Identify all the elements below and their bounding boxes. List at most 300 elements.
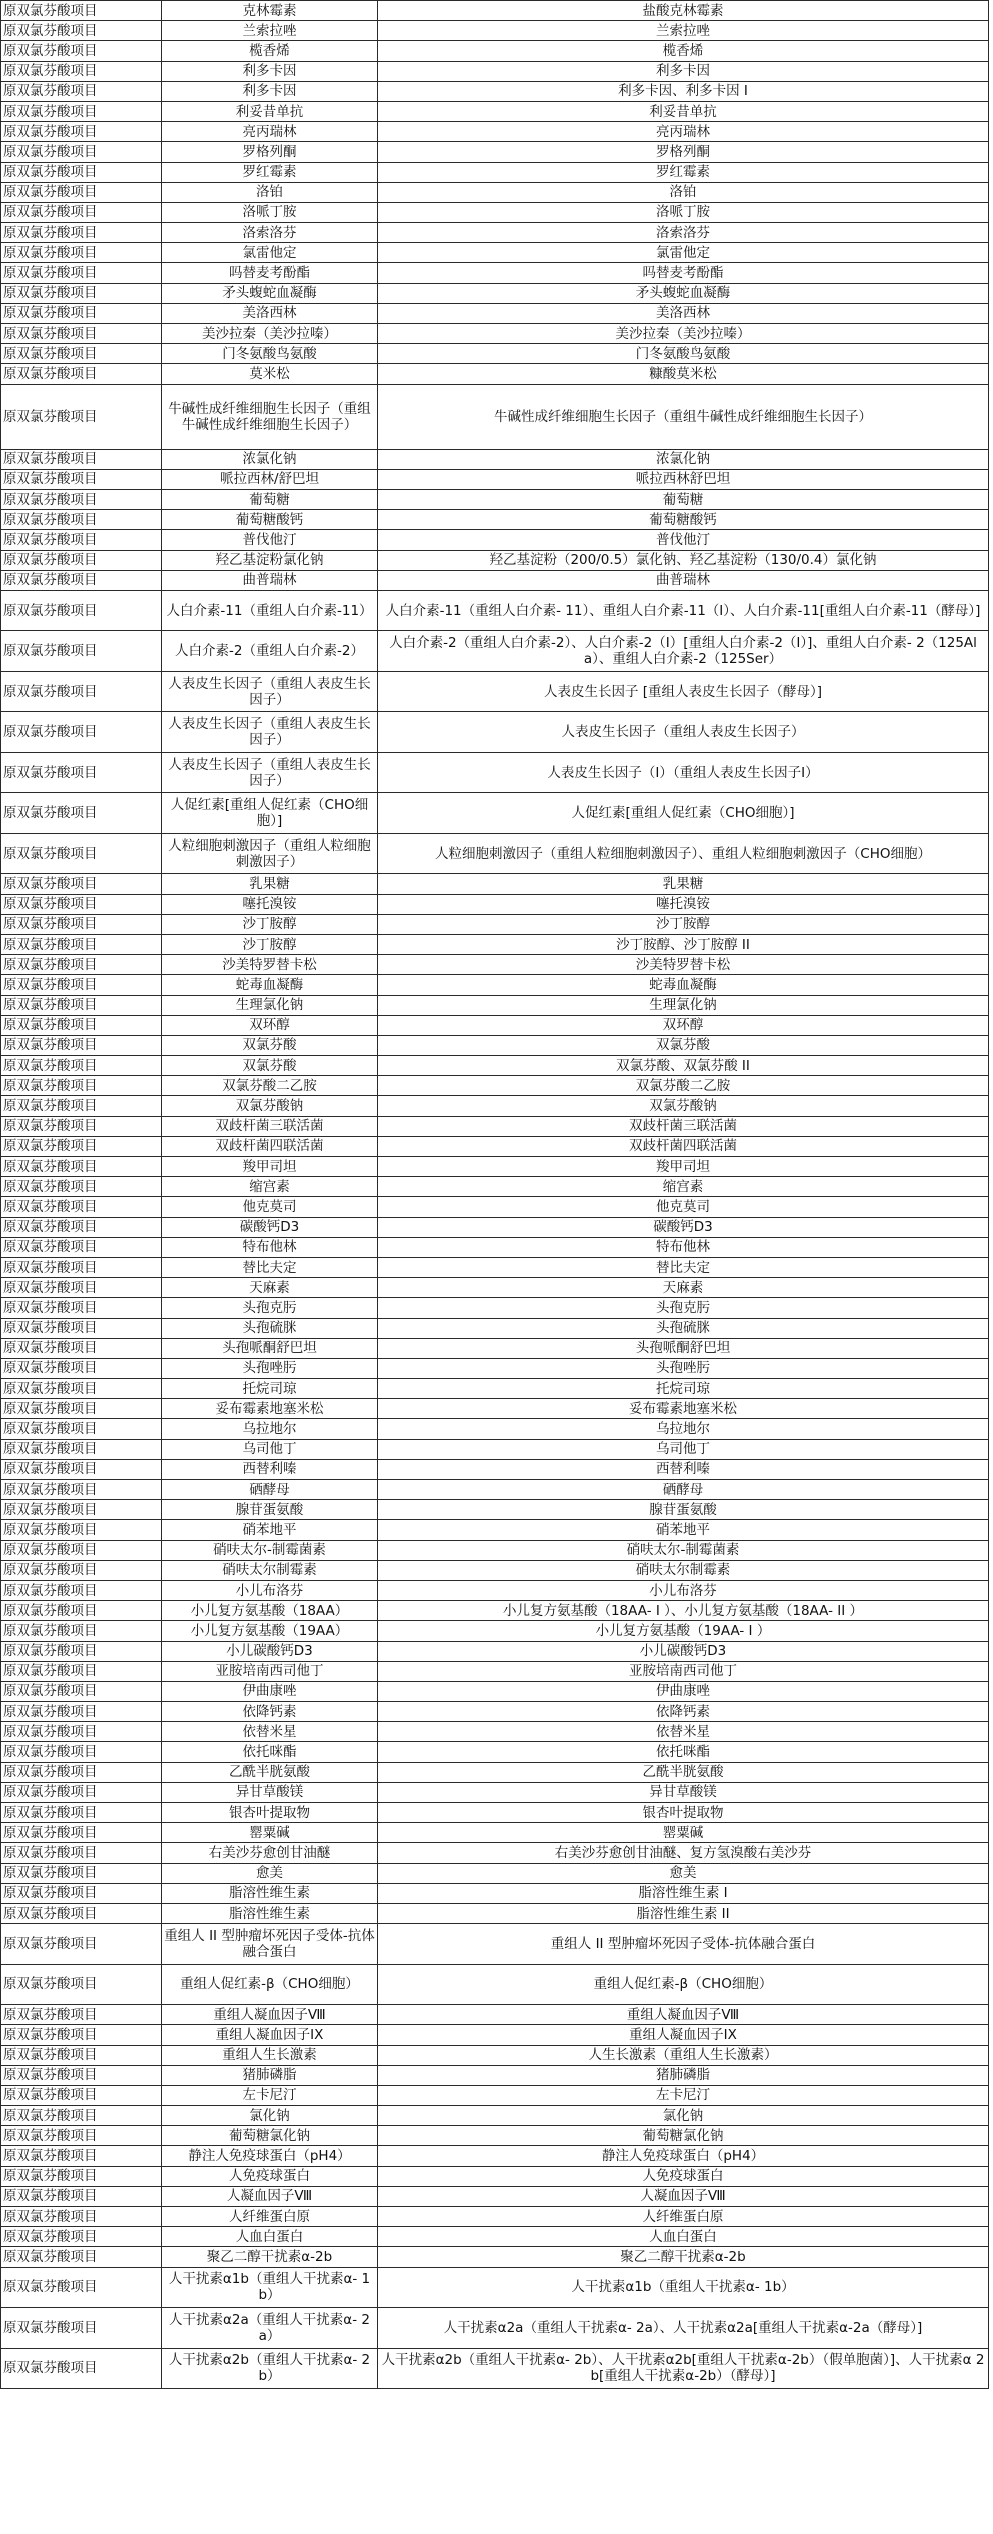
detail-name-cell: 硒酵母 — [378, 1480, 989, 1500]
category-cell: 原双氯芬酸项目 — [1, 1601, 162, 1621]
generic-name-cell: 罂粟碱 — [162, 1823, 378, 1843]
table-row — [1, 1399, 989, 1419]
detail-name-cell: 人白介素-2（重组人白介素-2）、人白介素-2（I）[重组人白介素-2（I）]、重组人白介素- 2（125Ala）、重组人白介素-2（125Ser） — [378, 631, 989, 672]
table-row — [1, 1621, 989, 1641]
category-cell: 原双氯芬酸项目 — [1, 1661, 162, 1681]
detail-name-cell: 腺苷蛋氨酸 — [378, 1500, 989, 1520]
detail-name-cell: 人免疫球蛋白 — [378, 2166, 989, 2186]
detail-name-cell: 人纤维蛋白原 — [378, 2207, 989, 2227]
generic-name-cell: 曲普瑞林 — [162, 570, 378, 590]
detail-name-cell: 亮丙瑞林 — [378, 122, 989, 142]
detail-name-cell: 银杏叶提取物 — [378, 1803, 989, 1823]
table-row — [1, 41, 989, 61]
category-cell: 原双氯芬酸项目 — [1, 1379, 162, 1399]
generic-name-cell: 硝苯地平 — [162, 1520, 378, 1540]
detail-name-cell: 人凝血因子Ⅷ — [378, 2186, 989, 2206]
category-cell: 原双氯芬酸项目 — [1, 1177, 162, 1197]
category-cell: 原双氯芬酸项目 — [1, 1520, 162, 1540]
category-cell: 原双氯芬酸项目 — [1, 1863, 162, 1883]
generic-name-cell: 右美沙芬愈创甘油醚 — [162, 1843, 378, 1863]
table-row — [1, 1924, 989, 1965]
table-row — [1, 712, 989, 753]
table-row — [1, 631, 989, 672]
table-row — [1, 2207, 989, 2227]
table-row — [1, 122, 989, 142]
table-row — [1, 1177, 989, 1197]
generic-name-cell: 依替米星 — [162, 1722, 378, 1742]
table-row — [1, 283, 989, 303]
table-row — [1, 1257, 989, 1277]
generic-name-cell: 兰索拉唑 — [162, 21, 378, 41]
generic-name-cell: 双氯芬酸二乙胺 — [162, 1076, 378, 1096]
generic-name-cell: 头孢哌酮舒巴坦 — [162, 1338, 378, 1358]
generic-name-cell: 替比夫定 — [162, 1257, 378, 1277]
detail-name-cell: 双氯芬酸 — [378, 1035, 989, 1055]
generic-name-cell: 乌司他丁 — [162, 1439, 378, 1459]
table-row — [1, 752, 989, 793]
table-row — [1, 469, 989, 489]
generic-name-cell: 依降钙素 — [162, 1702, 378, 1722]
detail-name-cell: 葡萄糖氯化钠 — [378, 2126, 989, 2146]
table-row — [1, 243, 989, 263]
detail-name-cell: 利妥昔单抗 — [378, 101, 989, 121]
category-cell: 原双氯芬酸项目 — [1, 1157, 162, 1177]
table-row — [1, 1379, 989, 1399]
detail-name-cell: 美沙拉秦（美沙拉嗪） — [378, 324, 989, 344]
detail-name-cell: 依替米星 — [378, 1722, 989, 1742]
category-cell: 原双氯芬酸项目 — [1, 182, 162, 202]
table-row — [1, 1903, 989, 1923]
detail-name-cell: 依托咪酯 — [378, 1742, 989, 1762]
table-row — [1, 934, 989, 954]
detail-name-cell: 氯化钠 — [378, 2106, 989, 2126]
detail-name-cell: 乌拉地尔 — [378, 1419, 989, 1439]
category-cell: 原双氯芬酸项目 — [1, 631, 162, 672]
generic-name-cell: 小儿布洛芬 — [162, 1580, 378, 1600]
category-cell: 原双氯芬酸项目 — [1, 344, 162, 364]
category-cell: 原双氯芬酸项目 — [1, 1318, 162, 1338]
generic-name-cell: 生理氯化钠 — [162, 995, 378, 1015]
table-row — [1, 61, 989, 81]
generic-name-cell: 硝呋太尔-制霉菌素 — [162, 1540, 378, 1560]
detail-name-cell: 小儿复方氨基酸（19AA- I ） — [378, 1621, 989, 1641]
generic-name-cell: 洛铂 — [162, 182, 378, 202]
table-row — [1, 344, 989, 364]
category-cell: 原双氯芬酸项目 — [1, 2146, 162, 2166]
category-cell: 原双氯芬酸项目 — [1, 162, 162, 182]
table-row — [1, 1197, 989, 1217]
generic-name-cell: 葡萄糖 — [162, 489, 378, 509]
generic-name-cell: 人免疫球蛋白 — [162, 2166, 378, 2186]
table-row — [1, 1560, 989, 1580]
detail-name-cell: 左卡尼汀 — [378, 2085, 989, 2105]
table-row — [1, 1803, 989, 1823]
table-row — [1, 1, 989, 21]
category-cell: 原双氯芬酸项目 — [1, 449, 162, 469]
detail-name-cell: 兰索拉唑 — [378, 21, 989, 41]
detail-name-cell: 特布他林 — [378, 1237, 989, 1257]
generic-name-cell: 人血白蛋白 — [162, 2227, 378, 2247]
category-cell: 原双氯芬酸项目 — [1, 874, 162, 894]
category-cell: 原双氯芬酸项目 — [1, 1419, 162, 1439]
detail-name-cell: 人干扰素α2b（重组人干扰素α- 2b）、人干扰素α2b[重组人干扰素α-2b）（假单胞菌）]、人干扰素α 2b[重组人干扰素α-2b）（酵母）] — [378, 2348, 989, 2389]
detail-name-cell: 亚胺培南西司他丁 — [378, 1661, 989, 1681]
generic-name-cell: 脂溶性维生素 — [162, 1883, 378, 1903]
generic-name-cell: 双环醇 — [162, 1015, 378, 1035]
generic-name-cell: 人干扰素α2b（重组人干扰素α- 2b） — [162, 2348, 378, 2389]
table-row — [1, 833, 989, 874]
category-cell: 原双氯芬酸项目 — [1, 324, 162, 344]
generic-name-cell: 亮丙瑞林 — [162, 122, 378, 142]
category-cell: 原双氯芬酸项目 — [1, 2207, 162, 2227]
generic-name-cell: 头孢唑肟 — [162, 1358, 378, 1378]
detail-name-cell: 洛索洛芬 — [378, 223, 989, 243]
table-row — [1, 1580, 989, 1600]
category-cell: 原双氯芬酸项目 — [1, 1136, 162, 1156]
detail-name-cell: 硝呋太尔制霉素 — [378, 1560, 989, 1580]
detail-name-cell: 人表皮生长因子（重组人表皮生长因子） — [378, 712, 989, 753]
category-cell: 原双氯芬酸项目 — [1, 914, 162, 934]
table-row — [1, 2045, 989, 2065]
table-row — [1, 874, 989, 894]
generic-name-cell: 利多卡因 — [162, 81, 378, 101]
table-row — [1, 1681, 989, 1701]
generic-name-cell: 人表皮生长因子（重组人表皮生长因子） — [162, 752, 378, 793]
table-row — [1, 671, 989, 712]
detail-name-cell: 聚乙二醇干扰素α-2b — [378, 2247, 989, 2267]
table-row — [1, 364, 989, 384]
detail-name-cell: 人粒细胞刺激因子（重组人粒细胞刺激因子）、重组人粒细胞刺激因子（CHO细胞） — [378, 833, 989, 874]
detail-name-cell: 盐酸克林霉素 — [378, 1, 989, 21]
table-row — [1, 1278, 989, 1298]
category-cell: 原双氯芬酸项目 — [1, 1439, 162, 1459]
detail-name-cell: 静注人免疫球蛋白（pH4） — [378, 2146, 989, 2166]
generic-name-cell: 人干扰素α1b（重组人干扰素α- 1b） — [162, 2267, 378, 2308]
category-cell: 原双氯芬酸项目 — [1, 1035, 162, 1055]
generic-name-cell: 利多卡因 — [162, 61, 378, 81]
generic-name-cell: 人表皮生长因子（重组人表皮生长因子） — [162, 671, 378, 712]
generic-name-cell: 伊曲康唑 — [162, 1681, 378, 1701]
generic-name-cell: 缩宫素 — [162, 1177, 378, 1197]
table-row — [1, 2106, 989, 2126]
generic-name-cell: 重组人促红素-β（CHO细胞） — [162, 1964, 378, 2005]
detail-name-cell: 人表皮生长因子 [重组人表皮生长因子（酵母）] — [378, 671, 989, 712]
detail-name-cell: 罂粟碱 — [378, 1823, 989, 1843]
table-row — [1, 1742, 989, 1762]
generic-name-cell: 羟乙基淀粉氯化钠 — [162, 550, 378, 570]
generic-name-cell: 腺苷蛋氨酸 — [162, 1500, 378, 1520]
detail-name-cell: 人促红素[重组人促红素（CHO细胞）] — [378, 793, 989, 834]
table-row — [1, 2025, 989, 2045]
category-cell: 原双氯芬酸项目 — [1, 1580, 162, 1600]
category-cell: 原双氯芬酸项目 — [1, 793, 162, 834]
detail-name-cell: 葡萄糖 — [378, 489, 989, 509]
table-row — [1, 1641, 989, 1661]
table-row — [1, 2227, 989, 2247]
generic-name-cell: 愈美 — [162, 1863, 378, 1883]
category-cell: 原双氯芬酸项目 — [1, 2025, 162, 2045]
generic-name-cell: 静注人免疫球蛋白（pH4） — [162, 2146, 378, 2166]
table-row — [1, 2065, 989, 2085]
table-row — [1, 81, 989, 101]
detail-name-cell: 乌司他丁 — [378, 1439, 989, 1459]
category-cell: 原双氯芬酸项目 — [1, 364, 162, 384]
generic-name-cell: 双氯芬酸 — [162, 1035, 378, 1055]
category-cell: 原双氯芬酸项目 — [1, 1722, 162, 1742]
category-cell: 原双氯芬酸项目 — [1, 1903, 162, 1923]
generic-name-cell: 托烷司琼 — [162, 1379, 378, 1399]
detail-name-cell: 双歧杆菌四联活菌 — [378, 1136, 989, 1156]
table-row — [1, 955, 989, 975]
detail-name-cell: 他克莫司 — [378, 1197, 989, 1217]
table-row — [1, 914, 989, 934]
table-row — [1, 1722, 989, 1742]
category-cell: 原双氯芬酸项目 — [1, 530, 162, 550]
detail-name-cell: 小儿碳酸钙D3 — [378, 1641, 989, 1661]
category-cell: 原双氯芬酸项目 — [1, 1116, 162, 1136]
category-cell: 原双氯芬酸项目 — [1, 2045, 162, 2065]
category-cell: 原双氯芬酸项目 — [1, 1924, 162, 1965]
generic-name-cell: 依托咪酯 — [162, 1742, 378, 1762]
category-cell: 原双氯芬酸项目 — [1, 510, 162, 530]
category-cell: 原双氯芬酸项目 — [1, 122, 162, 142]
detail-name-cell: 头孢哌酮舒巴坦 — [378, 1338, 989, 1358]
table-row — [1, 1358, 989, 1378]
generic-name-cell: 人白介素-11（重组人白介素-11） — [162, 590, 378, 631]
generic-name-cell: 天麻素 — [162, 1278, 378, 1298]
table-row — [1, 384, 989, 449]
category-cell: 原双氯芬酸项目 — [1, 975, 162, 995]
table-row — [1, 1217, 989, 1237]
category-cell: 原双氯芬酸项目 — [1, 61, 162, 81]
detail-name-cell: 乳果糖 — [378, 874, 989, 894]
generic-name-cell: 蛇毒血凝酶 — [162, 975, 378, 995]
detail-name-cell: 双氯芬酸、双氯芬酸 II — [378, 1056, 989, 1076]
table-row — [1, 303, 989, 323]
generic-name-cell: 莫米松 — [162, 364, 378, 384]
generic-name-cell: 重组人生长激素 — [162, 2045, 378, 2065]
category-cell: 原双氯芬酸项目 — [1, 2186, 162, 2206]
table-row — [1, 489, 989, 509]
generic-name-cell: 银杏叶提取物 — [162, 1803, 378, 1823]
detail-name-cell: 普伐他汀 — [378, 530, 989, 550]
detail-name-cell: 脂溶性维生素 II — [378, 1903, 989, 1923]
table-row — [1, 1439, 989, 1459]
category-cell: 原双氯芬酸项目 — [1, 833, 162, 874]
category-cell: 原双氯芬酸项目 — [1, 2267, 162, 2308]
table-row — [1, 1782, 989, 1802]
category-cell: 原双氯芬酸项目 — [1, 1338, 162, 1358]
category-cell: 原双氯芬酸项目 — [1, 81, 162, 101]
category-cell: 原双氯芬酸项目 — [1, 1459, 162, 1479]
generic-name-cell: 克林霉素 — [162, 1, 378, 21]
detail-name-cell: 沙丁胺醇、沙丁胺醇 II — [378, 934, 989, 954]
generic-name-cell: 碳酸钙D3 — [162, 1217, 378, 1237]
category-cell: 原双氯芬酸项目 — [1, 1964, 162, 2005]
category-cell: 原双氯芬酸项目 — [1, 995, 162, 1015]
generic-name-cell: 双歧杆菌三联活菌 — [162, 1116, 378, 1136]
category-cell: 原双氯芬酸项目 — [1, 1257, 162, 1277]
detail-name-cell: 生理氯化钠 — [378, 995, 989, 1015]
category-cell: 原双氯芬酸项目 — [1, 489, 162, 509]
category-cell: 原双氯芬酸项目 — [1, 1056, 162, 1076]
table-row — [1, 324, 989, 344]
detail-name-cell: 榄香烯 — [378, 41, 989, 61]
table-row — [1, 1843, 989, 1863]
generic-name-cell: 哌拉西林/舒巴坦 — [162, 469, 378, 489]
detail-name-cell: 洛哌丁胺 — [378, 202, 989, 222]
generic-name-cell: 硒酵母 — [162, 1480, 378, 1500]
detail-name-cell: 牛碱性成纤维细胞生长因子（重组牛碱性成纤维细胞生长因子） — [378, 384, 989, 449]
category-cell: 原双氯芬酸项目 — [1, 712, 162, 753]
generic-name-cell: 人白介素-2（重组人白介素-2） — [162, 631, 378, 672]
detail-name-cell: 曲普瑞林 — [378, 570, 989, 590]
generic-name-cell: 双氯芬酸钠 — [162, 1096, 378, 1116]
generic-name-cell: 罗格列酮 — [162, 142, 378, 162]
table-row — [1, 1459, 989, 1479]
generic-name-cell: 头孢克肟 — [162, 1298, 378, 1318]
generic-name-cell: 普伐他汀 — [162, 530, 378, 550]
category-cell: 原双氯芬酸项目 — [1, 469, 162, 489]
category-cell: 原双氯芬酸项目 — [1, 1015, 162, 1035]
generic-name-cell: 脂溶性维生素 — [162, 1903, 378, 1923]
detail-name-cell: 双氯芬酸二乙胺 — [378, 1076, 989, 1096]
category-cell: 原双氯芬酸项目 — [1, 1217, 162, 1237]
table-row — [1, 1419, 989, 1439]
generic-name-cell: 葡萄糖氯化钠 — [162, 2126, 378, 2146]
category-cell: 原双氯芬酸项目 — [1, 1, 162, 21]
detail-name-cell: 沙美特罗替卡松 — [378, 955, 989, 975]
generic-name-cell: 矛头蝮蛇血凝酶 — [162, 283, 378, 303]
table-row — [1, 223, 989, 243]
detail-name-cell: 羧甲司坦 — [378, 1157, 989, 1177]
category-cell: 原双氯芬酸项目 — [1, 1298, 162, 1318]
detail-name-cell: 小儿复方氨基酸（18AA- I ）、小儿复方氨基酸（18AA- II ） — [378, 1601, 989, 1621]
generic-name-cell: 人表皮生长因子（重组人表皮生长因子） — [162, 712, 378, 753]
detail-name-cell: 噻托溴铵 — [378, 894, 989, 914]
table-row — [1, 1237, 989, 1257]
detail-name-cell: 重组人促红素-β（CHO细胞） — [378, 1964, 989, 2005]
table-row — [1, 510, 989, 530]
detail-name-cell: 糠酸莫米松 — [378, 364, 989, 384]
category-cell: 原双氯芬酸项目 — [1, 1096, 162, 1116]
generic-name-cell: 左卡尼汀 — [162, 2085, 378, 2105]
category-cell: 原双氯芬酸项目 — [1, 1560, 162, 1580]
table-row — [1, 1116, 989, 1136]
category-cell: 原双氯芬酸项目 — [1, 894, 162, 914]
category-cell: 原双氯芬酸项目 — [1, 2126, 162, 2146]
table-row — [1, 1136, 989, 1156]
detail-name-cell: 碳酸钙D3 — [378, 1217, 989, 1237]
category-cell: 原双氯芬酸项目 — [1, 671, 162, 712]
category-cell: 原双氯芬酸项目 — [1, 2065, 162, 2085]
generic-name-cell: 沙丁胺醇 — [162, 914, 378, 934]
table-row — [1, 1520, 989, 1540]
detail-name-cell: 西替利嗪 — [378, 1459, 989, 1479]
category-cell: 原双氯芬酸项目 — [1, 1762, 162, 1782]
table-row — [1, 21, 989, 41]
category-cell: 原双氯芬酸项目 — [1, 21, 162, 41]
category-cell: 原双氯芬酸项目 — [1, 2348, 162, 2389]
category-cell: 原双氯芬酸项目 — [1, 1742, 162, 1762]
category-cell: 原双氯芬酸项目 — [1, 101, 162, 121]
table-row — [1, 975, 989, 995]
category-cell: 原双氯芬酸项目 — [1, 1702, 162, 1722]
table-row — [1, 1035, 989, 1055]
category-cell: 原双氯芬酸项目 — [1, 1500, 162, 1520]
table-row — [1, 1823, 989, 1843]
generic-name-cell: 榄香烯 — [162, 41, 378, 61]
table-row — [1, 101, 989, 121]
table-row — [1, 2247, 989, 2267]
detail-name-cell: 人血白蛋白 — [378, 2227, 989, 2247]
generic-name-cell: 小儿碳酸钙D3 — [162, 1641, 378, 1661]
generic-name-cell: 小儿复方氨基酸（18AA） — [162, 1601, 378, 1621]
generic-name-cell: 猪肺磷脂 — [162, 2065, 378, 2085]
detail-name-cell: 罗格列酮 — [378, 142, 989, 162]
generic-name-cell: 聚乙二醇干扰素α-2b — [162, 2247, 378, 2267]
detail-name-cell: 重组人凝血因子Ⅷ — [378, 2005, 989, 2025]
category-cell: 原双氯芬酸项目 — [1, 570, 162, 590]
generic-name-cell: 吗替麦考酚酯 — [162, 263, 378, 283]
generic-name-cell: 人促红素[重组人促红素（CHO细胞）] — [162, 793, 378, 834]
generic-name-cell: 西替利嗪 — [162, 1459, 378, 1479]
table-row — [1, 1480, 989, 1500]
generic-name-cell: 硝呋太尔制霉素 — [162, 1560, 378, 1580]
table-row — [1, 2186, 989, 2206]
category-cell: 原双氯芬酸项目 — [1, 1480, 162, 1500]
detail-name-cell: 洛铂 — [378, 182, 989, 202]
category-cell: 原双氯芬酸项目 — [1, 2227, 162, 2247]
table-row — [1, 590, 989, 631]
category-cell: 原双氯芬酸项目 — [1, 243, 162, 263]
generic-name-cell: 乳果糖 — [162, 874, 378, 894]
detail-name-cell: 利多卡因 — [378, 61, 989, 81]
detail-name-cell: 硝苯地平 — [378, 1520, 989, 1540]
detail-name-cell: 依降钙素 — [378, 1702, 989, 1722]
detail-name-cell: 门冬氨酸鸟氨酸 — [378, 344, 989, 364]
detail-name-cell: 硝呋太尔-制霉菌素 — [378, 1540, 989, 1560]
category-cell: 原双氯芬酸项目 — [1, 1540, 162, 1560]
generic-name-cell: 异甘草酸镁 — [162, 1782, 378, 1802]
detail-name-cell: 替比夫定 — [378, 1257, 989, 1277]
generic-name-cell: 洛哌丁胺 — [162, 202, 378, 222]
category-cell: 原双氯芬酸项目 — [1, 1237, 162, 1257]
category-cell: 原双氯芬酸项目 — [1, 2005, 162, 2025]
detail-name-cell: 美洛西林 — [378, 303, 989, 323]
detail-name-cell: 重组人凝血因子IX — [378, 2025, 989, 2045]
category-cell: 原双氯芬酸项目 — [1, 590, 162, 631]
detail-name-cell: 利多卡因、利多卡因 I — [378, 81, 989, 101]
category-cell: 原双氯芬酸项目 — [1, 1641, 162, 1661]
generic-name-cell: 沙丁胺醇 — [162, 934, 378, 954]
generic-name-cell: 罗红霉素 — [162, 162, 378, 182]
generic-name-cell: 人纤维蛋白原 — [162, 2207, 378, 2227]
category-cell: 原双氯芬酸项目 — [1, 934, 162, 954]
table-row — [1, 550, 989, 570]
category-cell: 原双氯芬酸项目 — [1, 550, 162, 570]
generic-name-cell: 噻托溴铵 — [162, 894, 378, 914]
table-row — [1, 1298, 989, 1318]
category-cell: 原双氯芬酸项目 — [1, 752, 162, 793]
generic-name-cell: 利妥昔单抗 — [162, 101, 378, 121]
generic-name-cell: 人凝血因子Ⅷ — [162, 2186, 378, 2206]
category-cell: 原双氯芬酸项目 — [1, 2166, 162, 2186]
category-cell: 原双氯芬酸项目 — [1, 1076, 162, 1096]
category-cell: 原双氯芬酸项目 — [1, 1399, 162, 1419]
detail-name-cell: 人干扰素α2a（重组人干扰素α- 2a）、人干扰素α2a[重组人干扰素α-2a（酵母）] — [378, 2308, 989, 2349]
detail-name-cell: 双环醇 — [378, 1015, 989, 1035]
